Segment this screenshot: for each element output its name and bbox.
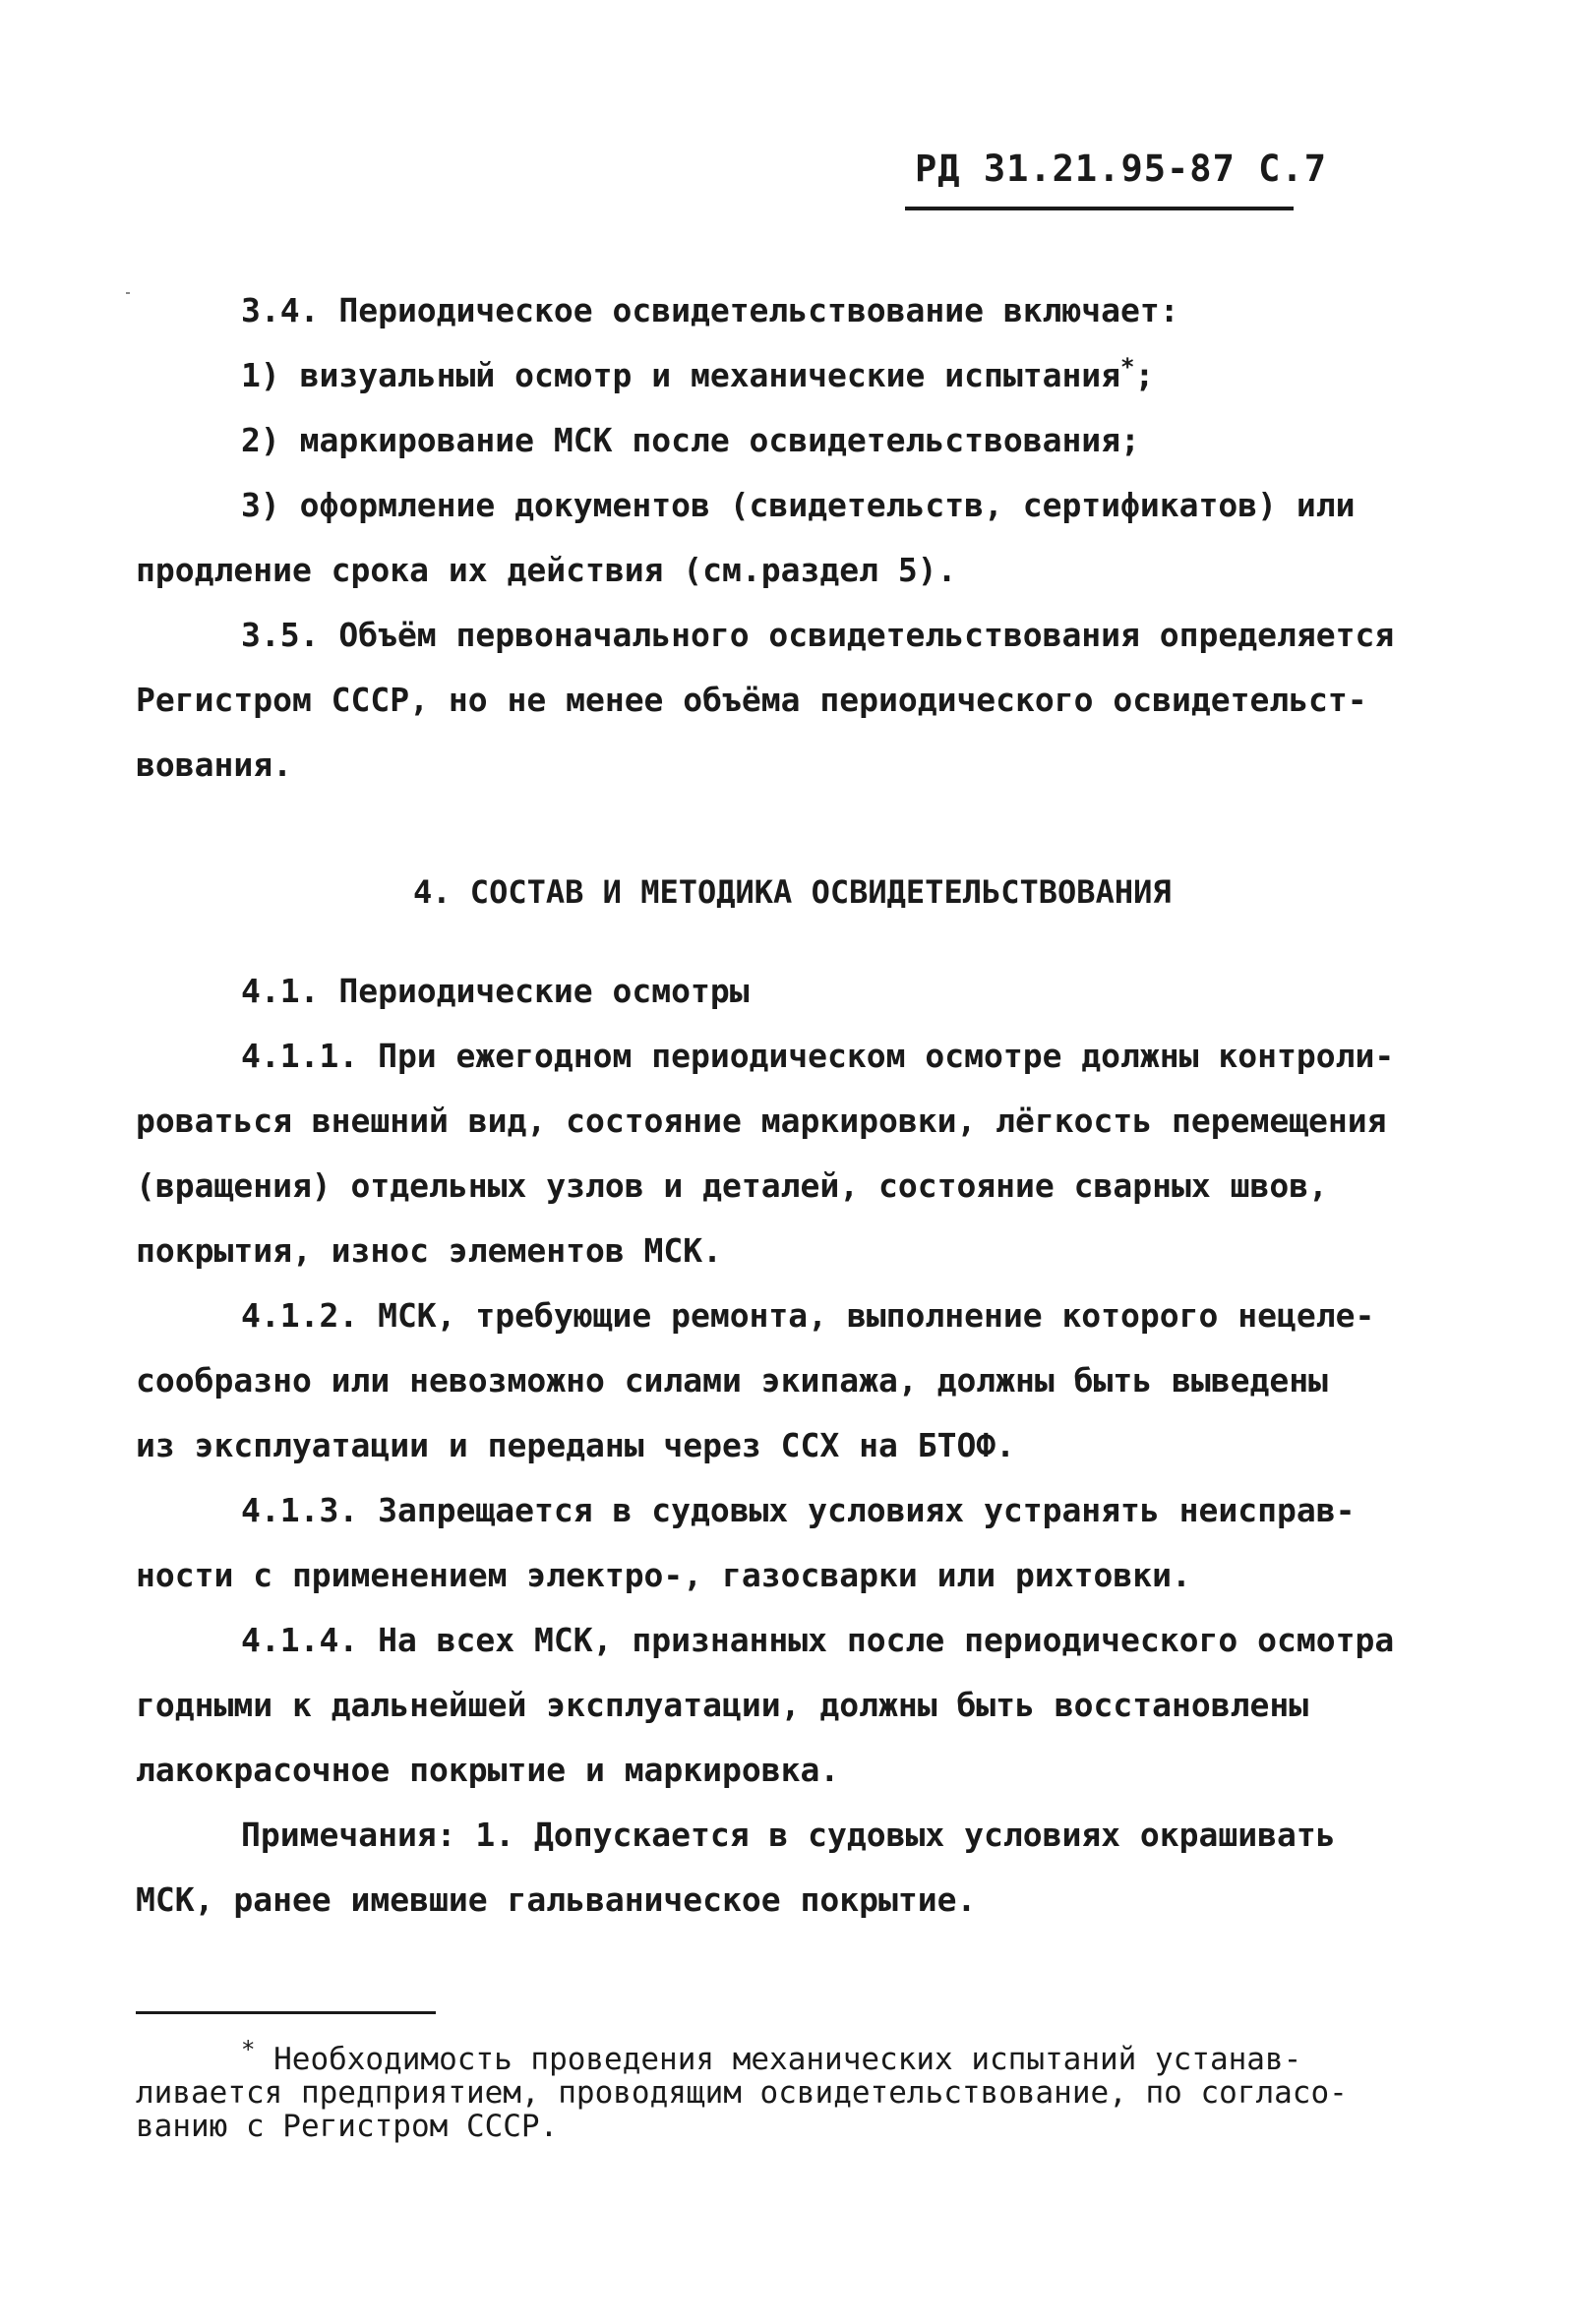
note-line-2: МСК, ранее имевшие гальваническое покрытие. (136, 1880, 977, 1919)
paragraph-3-5-line-1: 3.5. Объём первоначального освидетельствования определяется (241, 616, 1395, 654)
footnote-separator (136, 2011, 436, 2014)
paragraph-4-1-1-line-4: покрытия, износ элементов МСК. (136, 1231, 723, 1270)
paragraph-4-1-4-line-1: 4.1.4. На всех МСК, признанных после периодического осмотра (241, 1621, 1395, 1659)
paragraph-4-1-3-line-1: 4.1.3. Запрещается в судовых условиях устранять неисправ- (241, 1491, 1356, 1529)
paragraph-3-5-line-3: вования. (136, 745, 292, 784)
paragraph-4-1-2-line-3: из эксплуатации и переданы через ССХ на БТОФ. (136, 1426, 1016, 1464)
paragraph-4-1-2-line-1: 4.1.2. МСК, требующие ремонта, выполнение которого нецеле- (241, 1296, 1375, 1335)
header-underline (905, 207, 1294, 210)
paragraph-3-4-item-3-line-2: продление срока их действия (см.раздел 5). (136, 551, 957, 589)
paragraph-3-4-item-3-line-1: 3) оформление документов (свидетельств, сертификатов) или (241, 486, 1356, 524)
item-1-end: ; (1134, 356, 1155, 394)
paragraph-3-4-item-2: 2) маркирование МСК после освидетельствования; (241, 421, 1140, 459)
scan-speck (126, 292, 130, 294)
note-line-1: Примечания: 1. Допускается в судовых условиях окрашивать (241, 1816, 1336, 1854)
footnote-line-1-text: Необходимость проведения механических испытаний устанав- (255, 2042, 1302, 2077)
paragraph-3-5-line-2: Регистром СССР, но не менее объёма периодического освидетельст- (136, 681, 1367, 719)
section-4-title: 4. СОСТАВ И МЕТОДИКА ОСВИДЕТЕЛЬСТВОВАНИЯ (413, 873, 1172, 911)
paragraph-4-1-1-line-3: (вращения) отдельных узлов и деталей, состояние сварных швов, (136, 1166, 1328, 1205)
footnote-mark: * (1120, 353, 1135, 381)
paragraph-4-1-2-line-2: сообразно или невозможно силами экипажа, должны быть выведены (136, 1361, 1328, 1400)
paragraph-4-1-4-line-2: годными к дальнейшей эксплуатации, должны быть восстановлены (136, 1686, 1309, 1724)
footnote-marker: * (241, 2036, 256, 2063)
paragraph-3-4-item-1 (241, 353, 1155, 398)
paragraph-3-4-intro: 3.4. Периодическое освидетельствование включает: (241, 291, 1179, 329)
paragraph-4-1-1-line-1: 4.1.1. При ежегодном периодическом осмотре должны контроли- (241, 1037, 1395, 1075)
item-1-text: 1) визуальный осмотр и механические испытания (241, 356, 1121, 394)
paragraph-4-1-1-line-2: роваться внешний вид, состояние маркировки, лёгкость перемещения (136, 1102, 1387, 1140)
footnote-line-1 (241, 2036, 1302, 2077)
paragraph-4-1-3-line-2: ности с применением электро-, газосварки или рихтовки. (136, 1556, 1191, 1594)
paragraph-4-1: 4.1. Периодические осмотры (241, 972, 750, 1010)
paragraph-4-1-4-line-3: лакокрасочное покрытие и маркировка. (136, 1751, 840, 1789)
footnote-line-3: ванию с Регистром СССР. (136, 2109, 559, 2144)
footnote-line-2: ливается предприятием, проводящим освидетельствование, по согласо- (136, 2075, 1348, 2111)
document-code-header: РД 31.21.95-87 С.7 (915, 148, 1327, 190)
